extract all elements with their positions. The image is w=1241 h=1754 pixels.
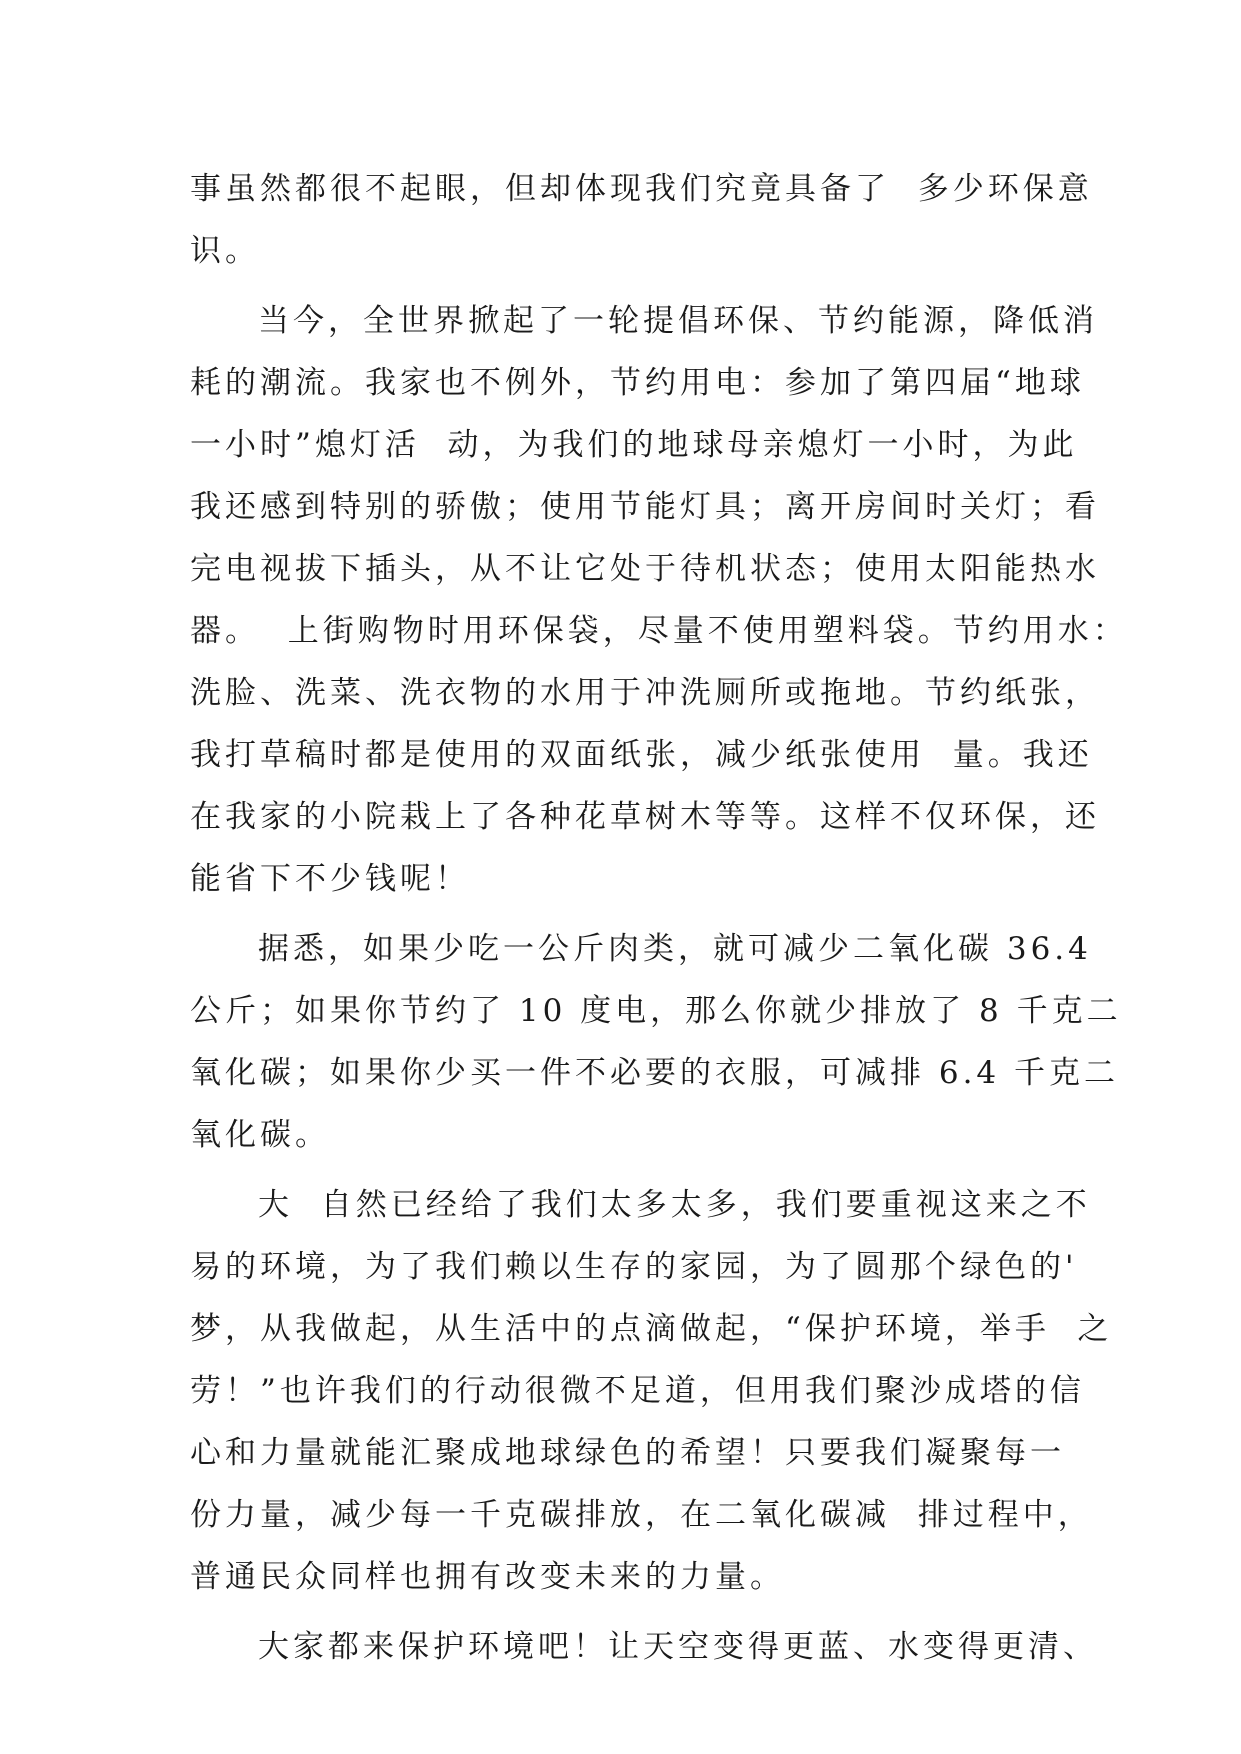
text-line: 劳！”也许我们的行动很微不足道，但用我们聚沙成塔的信: [190, 1373, 1085, 1409]
text-line: 耗的潮流。我家也不例外，节约用电：参加了第四届“地球: [190, 365, 1085, 401]
text-line: 普通民众同样也拥有改变未来的力量。: [190, 1559, 785, 1595]
text-line: 据悉，如果少吃一公斤肉类，就可减少二氧化碳 36.4: [258, 931, 1092, 967]
text-line: 事虽然都很不起眼，但却体现我们究竟具备了 多少环保意: [190, 171, 1093, 207]
text-line: 大家都来保护环境吧！让天空变得更蓝、水变得更清、: [258, 1629, 1098, 1665]
text-line: 器。 上街购物时用环保袋，尽量不使用塑料袋。节约用水：: [190, 613, 1128, 649]
text-line: 大 自然已经给了我们太多太多，我们要重视这来之不: [258, 1187, 1091, 1223]
paragraph-5: [190, 1616, 1098, 1678]
text-line: 梦，从我做起，从生活中的点滴做起，“保护环境，举手 之: [190, 1311, 1113, 1347]
paragraph-2: [190, 290, 1128, 910]
text-line: 易的环境，为了我们赖以生存的家园，为了圆那个绿色的': [190, 1249, 1078, 1285]
text-line: 我还感到特别的骄傲；使用节能灯具；离开房间时关灯；看: [190, 489, 1100, 525]
text-line: 在我家的小院栽上了各种花草树木等等。这样不仅环保，还: [190, 799, 1100, 835]
text-line: 份力量，减少每一千克碳排放，在二氧化碳减 排过程中，: [190, 1497, 1093, 1533]
text-line: 识。: [190, 233, 260, 269]
text-line: 氧化碳。: [190, 1117, 330, 1153]
text-line: 氧化碳；如果你少买一件不必要的衣服，可减排 6.4 千克二: [190, 1055, 1120, 1091]
paragraph-3: [190, 918, 1122, 1166]
text-line: 当今，全世界掀起了一轮提倡环保、节约能源，降低消: [258, 303, 1098, 339]
text-line: 洗脸、洗菜、洗衣物的水用于冲洗厕所或拖地。节约纸张，: [190, 675, 1100, 711]
text-line: 能省下不少钱呢！: [190, 861, 470, 897]
text-line: 一小时”熄灯活 动，为我们的地球母亲熄灯一小时，为此: [190, 427, 1078, 463]
text-line: 完电视拔下插头，从不让它处于待机状态；使用太阳能热水: [190, 551, 1100, 587]
text-line: 公斤；如果你节约了 10 度电，那么你就少排放了 8 千克二: [190, 993, 1122, 1029]
text-line: 心和力量就能汇聚成地球绿色的希望！只要我们凝聚每一: [190, 1435, 1065, 1471]
paragraph-4: [190, 1174, 1113, 1608]
paragraph-1: [190, 158, 1093, 282]
document-body: [190, 158, 1128, 1678]
text-line: 我打草稿时都是使用的双面纸张，减少纸张使用 量。我还: [190, 737, 1093, 773]
